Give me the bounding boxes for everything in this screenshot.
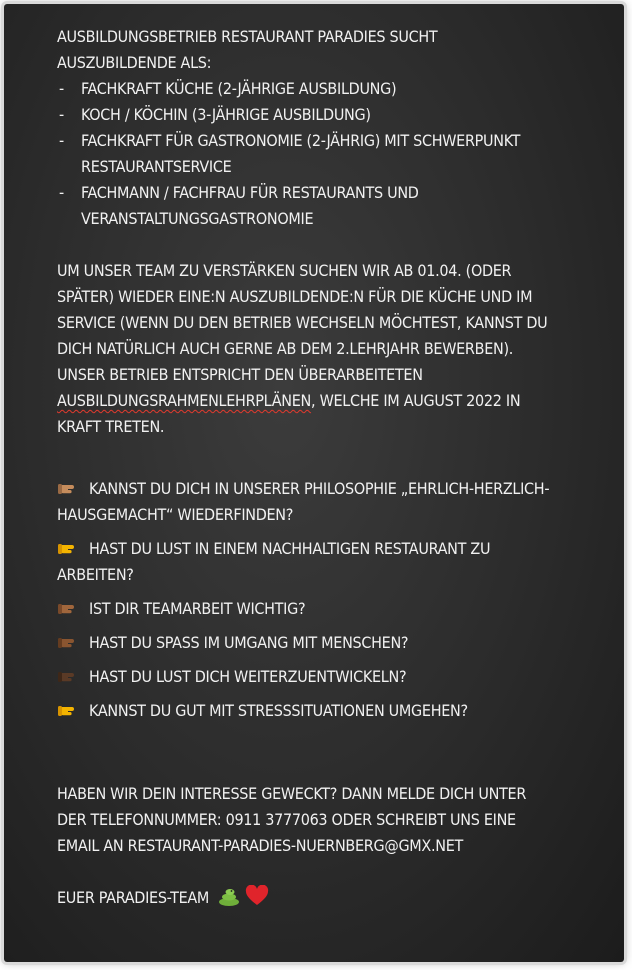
question-item [57,536,557,588]
question-item [57,664,557,690]
pointing-hand-icon [57,476,83,502]
question-item [57,596,557,622]
pointing-hand-icon [57,698,83,724]
question-text: HAST DU LUST DICH WEITERZUENTWICKELN? [89,667,407,686]
snake-icon [217,885,241,915]
chalkboard-background [4,4,624,962]
pointing-hand-icon [57,596,83,622]
question-text: KANNST DU GUT MIT STRESSSITUATIONEN UMGEHEN? [89,701,468,720]
team-text-after: , WELCHE IM AUGUST 2022 IN KRAFT TRETEN. [57,391,521,436]
position-item: - KOCH / KÖCHIN (3-JÄHRIGE AUSBILDUNG) [57,102,557,128]
question-item [57,476,557,528]
team-text-before: UM UNSER TEAM ZU VERSTÄRKEN SUCHEN WIR AB 01.04. (ODER SPÄTER) WIEDER EINE:N AUSZUBILDENDE:N FÜR DIE KÜCHE UND IM SERVICE (WENN DU DEN BETRIEB WECHSELN MÖCHTEST, KANNST DU DICH NATÜRLICH AUCH GERNE AB DEM 2.LEHRJAHR BEWERBEN). UNSER BETRIEB ENTSPRICHT DEN ÜBERARBEITETEN [57,261,548,384]
question-item [57,630,557,656]
positions-list [57,76,557,232]
position-item: - FACHKRAFT KÜCHE (2-JÄHRIGE AUSBILDUNG) [57,76,557,102]
red-heart-icon [245,885,269,915]
question-text: HAST DU LUST IN EINEM NACHHALTIGEN RESTAURANT ZU ARBEITEN? [57,539,491,584]
signature-line [57,885,557,915]
question-text: KANNST DU DICH IN UNSERER PHILOSOPHIE „EHRLICH-HERZLICH-HAUSGEMACHT“ WIEDERFINDEN? [57,479,550,524]
question-item [57,698,557,724]
position-item: - FACHMANN / FACHFRAU FÜR RESTAURANTS UND VERANSTALTUNGSGASTRONOMIE [57,180,557,232]
team-paragraph [57,258,557,440]
contact-paragraph: HABEN WIR DEIN INTERESSE GEWECKT? DANN MELDE DICH UNTER DER TELEFONNUMMER: 0911 3777063 ODER SCHREIBT UNS EINE EMAIL AN RESTAURANT-PARADIES-NUERNBERG@GMX.NET [57,784,527,855]
pointing-hand-icon [57,536,83,562]
pointing-hand-icon [57,664,83,690]
signature-text: EUER PARADIES-TEAM [57,888,210,907]
post-content [57,24,557,915]
spellcheck-underlined-word: AUSBILDUNGSRAHMENLEHRPLÄNEN [57,391,312,410]
intro-section [57,24,557,232]
question-text: IST DIR TEAMARBEIT WICHTIG? [89,599,306,618]
questions-list [57,476,557,724]
pointing-hand-icon [57,630,83,656]
intro-heading: AUSBILDUNGSBETRIEB RESTAURANT PARADIES SUCHT AUSZUBILDENDE ALS: [57,27,438,72]
position-item: - FACHKRAFT FÜR GASTRONOMIE (2-JÄHRIG) MIT SCHWERPUNKT RESTAURANTSERVICE [57,128,557,180]
question-text: HAST DU SPASS IM UMGANG MIT MENSCHEN? [89,633,409,652]
